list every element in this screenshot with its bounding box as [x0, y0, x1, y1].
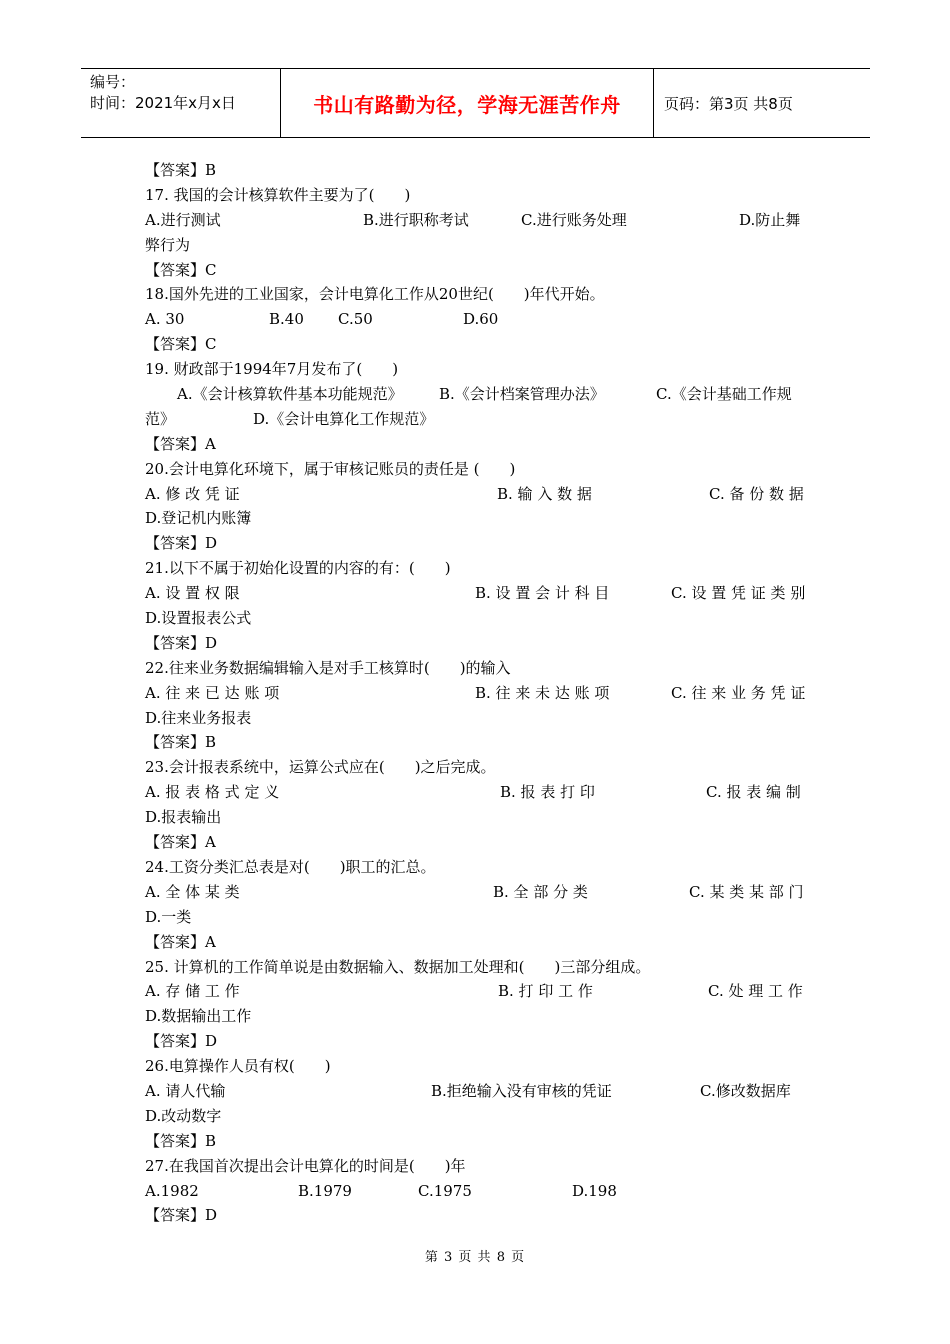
question-26: 26.电算操作人员有权( ) [145, 1057, 331, 1076]
question-25: 25. 计算机的工作简单说是由数据输入、数据加工处理和( )三部分组成。 [145, 957, 651, 976]
option-c: C. 某 类 某 部 门 [689, 882, 804, 901]
page-header [81, 68, 870, 138]
option-c: C. 备 份 数 据 [709, 484, 804, 503]
question-20: 20.会计电算化环境下，属于审核记账员的责任是 ( ) [145, 459, 516, 478]
option-d: D.设置报表公式 [145, 609, 252, 628]
answer-line: 【答案】A [145, 932, 216, 951]
option-b: B. 往 来 未 达 账 项 [475, 683, 610, 702]
option-a: A. 30 [145, 310, 185, 329]
answer-line: 【答案】B [145, 733, 217, 752]
option-continuation: 范》 [145, 409, 176, 428]
option-b: B. 输 入 数 据 [497, 484, 592, 503]
options-row [145, 307, 807, 332]
option-b: B.《会计档案管理办法》 [439, 385, 605, 404]
option-b: B.拒绝输入没有审核的凭证 [431, 1081, 612, 1100]
option-a: A. 报 表 格 式 定 义 [145, 783, 280, 802]
answer-line: 【答案】C [145, 260, 217, 279]
options-row [145, 681, 807, 706]
option-d: D.数据输出工作 [145, 1007, 252, 1026]
question-24: 24.工资分类汇总表是对( )职工的汇总。 [145, 857, 436, 876]
options-row [145, 880, 807, 905]
option-continuation: 弊行为 [145, 235, 191, 254]
option-a: A. 往 来 已 达 账 项 [145, 683, 280, 702]
option-d: D.防止舞 [739, 210, 801, 229]
document-body [145, 158, 807, 1228]
option-c: C.进行账务处理 [521, 210, 627, 229]
options-row [145, 482, 807, 507]
option-c: C.《会计基础工作规 [656, 385, 792, 404]
time-label: 时间：2021年x月x日 [90, 94, 236, 112]
option-b: B. 报 表 打 印 [500, 783, 595, 802]
option-b: B.1979 [298, 1181, 352, 1200]
option-a: A. 请人代输 [145, 1081, 226, 1100]
question-22: 22.往来业务数据编辑输入是对手工核算时( )的输入 [145, 658, 511, 677]
option-d: D.一类 [145, 907, 192, 926]
option-b: B.进行职称考试 [363, 210, 469, 229]
option-b: B.40 [269, 310, 304, 329]
answer-line: 【答案】D [145, 1206, 218, 1225]
option-d: D.《会计电算化工作规范》 [253, 409, 435, 428]
option-b: B. 打 印 工 作 [498, 982, 593, 1001]
option-a: A. 存 储 工 作 [145, 982, 240, 1001]
option-b: B. 全 部 分 类 [493, 882, 588, 901]
answer-line: 【答案】A [145, 833, 216, 852]
answer-line: 【答案】D [145, 1032, 218, 1051]
option-a: A.《会计核算软件基本功能规范》 [177, 385, 403, 404]
option-c: C.修改数据库 [700, 1081, 791, 1100]
option-d: D.登记机内账簿 [145, 509, 252, 528]
option-c: C. 设 置 凭 证 类 别 [671, 584, 806, 603]
motto: 书山有路勤为径，学海无涯苦作舟 [281, 69, 654, 137]
option-a: A. 全 体 某 类 [145, 882, 240, 901]
number-label: 编号： [90, 73, 136, 91]
header-left-cell [81, 69, 281, 137]
option-a: A.1982 [145, 1181, 199, 1200]
option-c: C.1975 [418, 1181, 472, 1200]
option-d: D.报表输出 [145, 808, 222, 827]
option-c: C. 报 表 编 制 [706, 783, 801, 802]
page-footer: 第 3 页 共 8 页 [424, 1250, 526, 1265]
options-row [145, 581, 807, 606]
answer-line: 【答案】A [145, 434, 216, 453]
option-d: D.198 [572, 1181, 617, 1200]
question-19: 19. 财政部于1994年7月发布了( ) [145, 360, 399, 379]
question-17: 17. 我国的会计核算软件主要为了( ) [145, 185, 411, 204]
answer-line: 【答案】D [145, 534, 218, 553]
answer-line: 【答案】C [145, 335, 217, 354]
option-a: A.进行测试 [145, 210, 221, 229]
options-row [145, 382, 807, 407]
option-d: D.往来业务报表 [145, 708, 252, 727]
option-d: D.60 [463, 310, 499, 329]
options-row [145, 780, 807, 805]
option-c: C. 处 理 工 作 [708, 982, 803, 1001]
question-23: 23.会计报表系统中，运算公式应在( )之后完成。 [145, 758, 496, 777]
options-row [145, 979, 807, 1004]
option-a: A. 设 置 权 限 [145, 584, 240, 603]
option-a: A. 修 改 凭 证 [145, 484, 240, 503]
options-row [145, 1079, 807, 1104]
question-21: 21.以下不属于初始化设置的内容的有：( ) [145, 559, 451, 578]
option-b: B. 设 置 会 计 科 目 [475, 584, 610, 603]
option-d: D.改动数字 [145, 1106, 222, 1125]
answer-line: 【答案】D [145, 633, 218, 652]
option-c: C.50 [338, 310, 373, 329]
question-18: 18.国外先进的工业国家，会计电算化工作从20世纪( )年代开始。 [145, 285, 605, 304]
options-row [145, 1179, 807, 1204]
page-label: 页码：第3页 共8页 [664, 94, 793, 113]
options-row [145, 208, 807, 233]
answer-line: 【答案】B [145, 1131, 217, 1150]
question-27: 27.在我国首次提出会计电算化的时间是( )年 [145, 1156, 466, 1175]
options-row [145, 407, 807, 432]
option-c: C. 往 来 业 务 凭 证 [671, 683, 806, 702]
answer-line: 【答案】B [145, 161, 217, 179]
